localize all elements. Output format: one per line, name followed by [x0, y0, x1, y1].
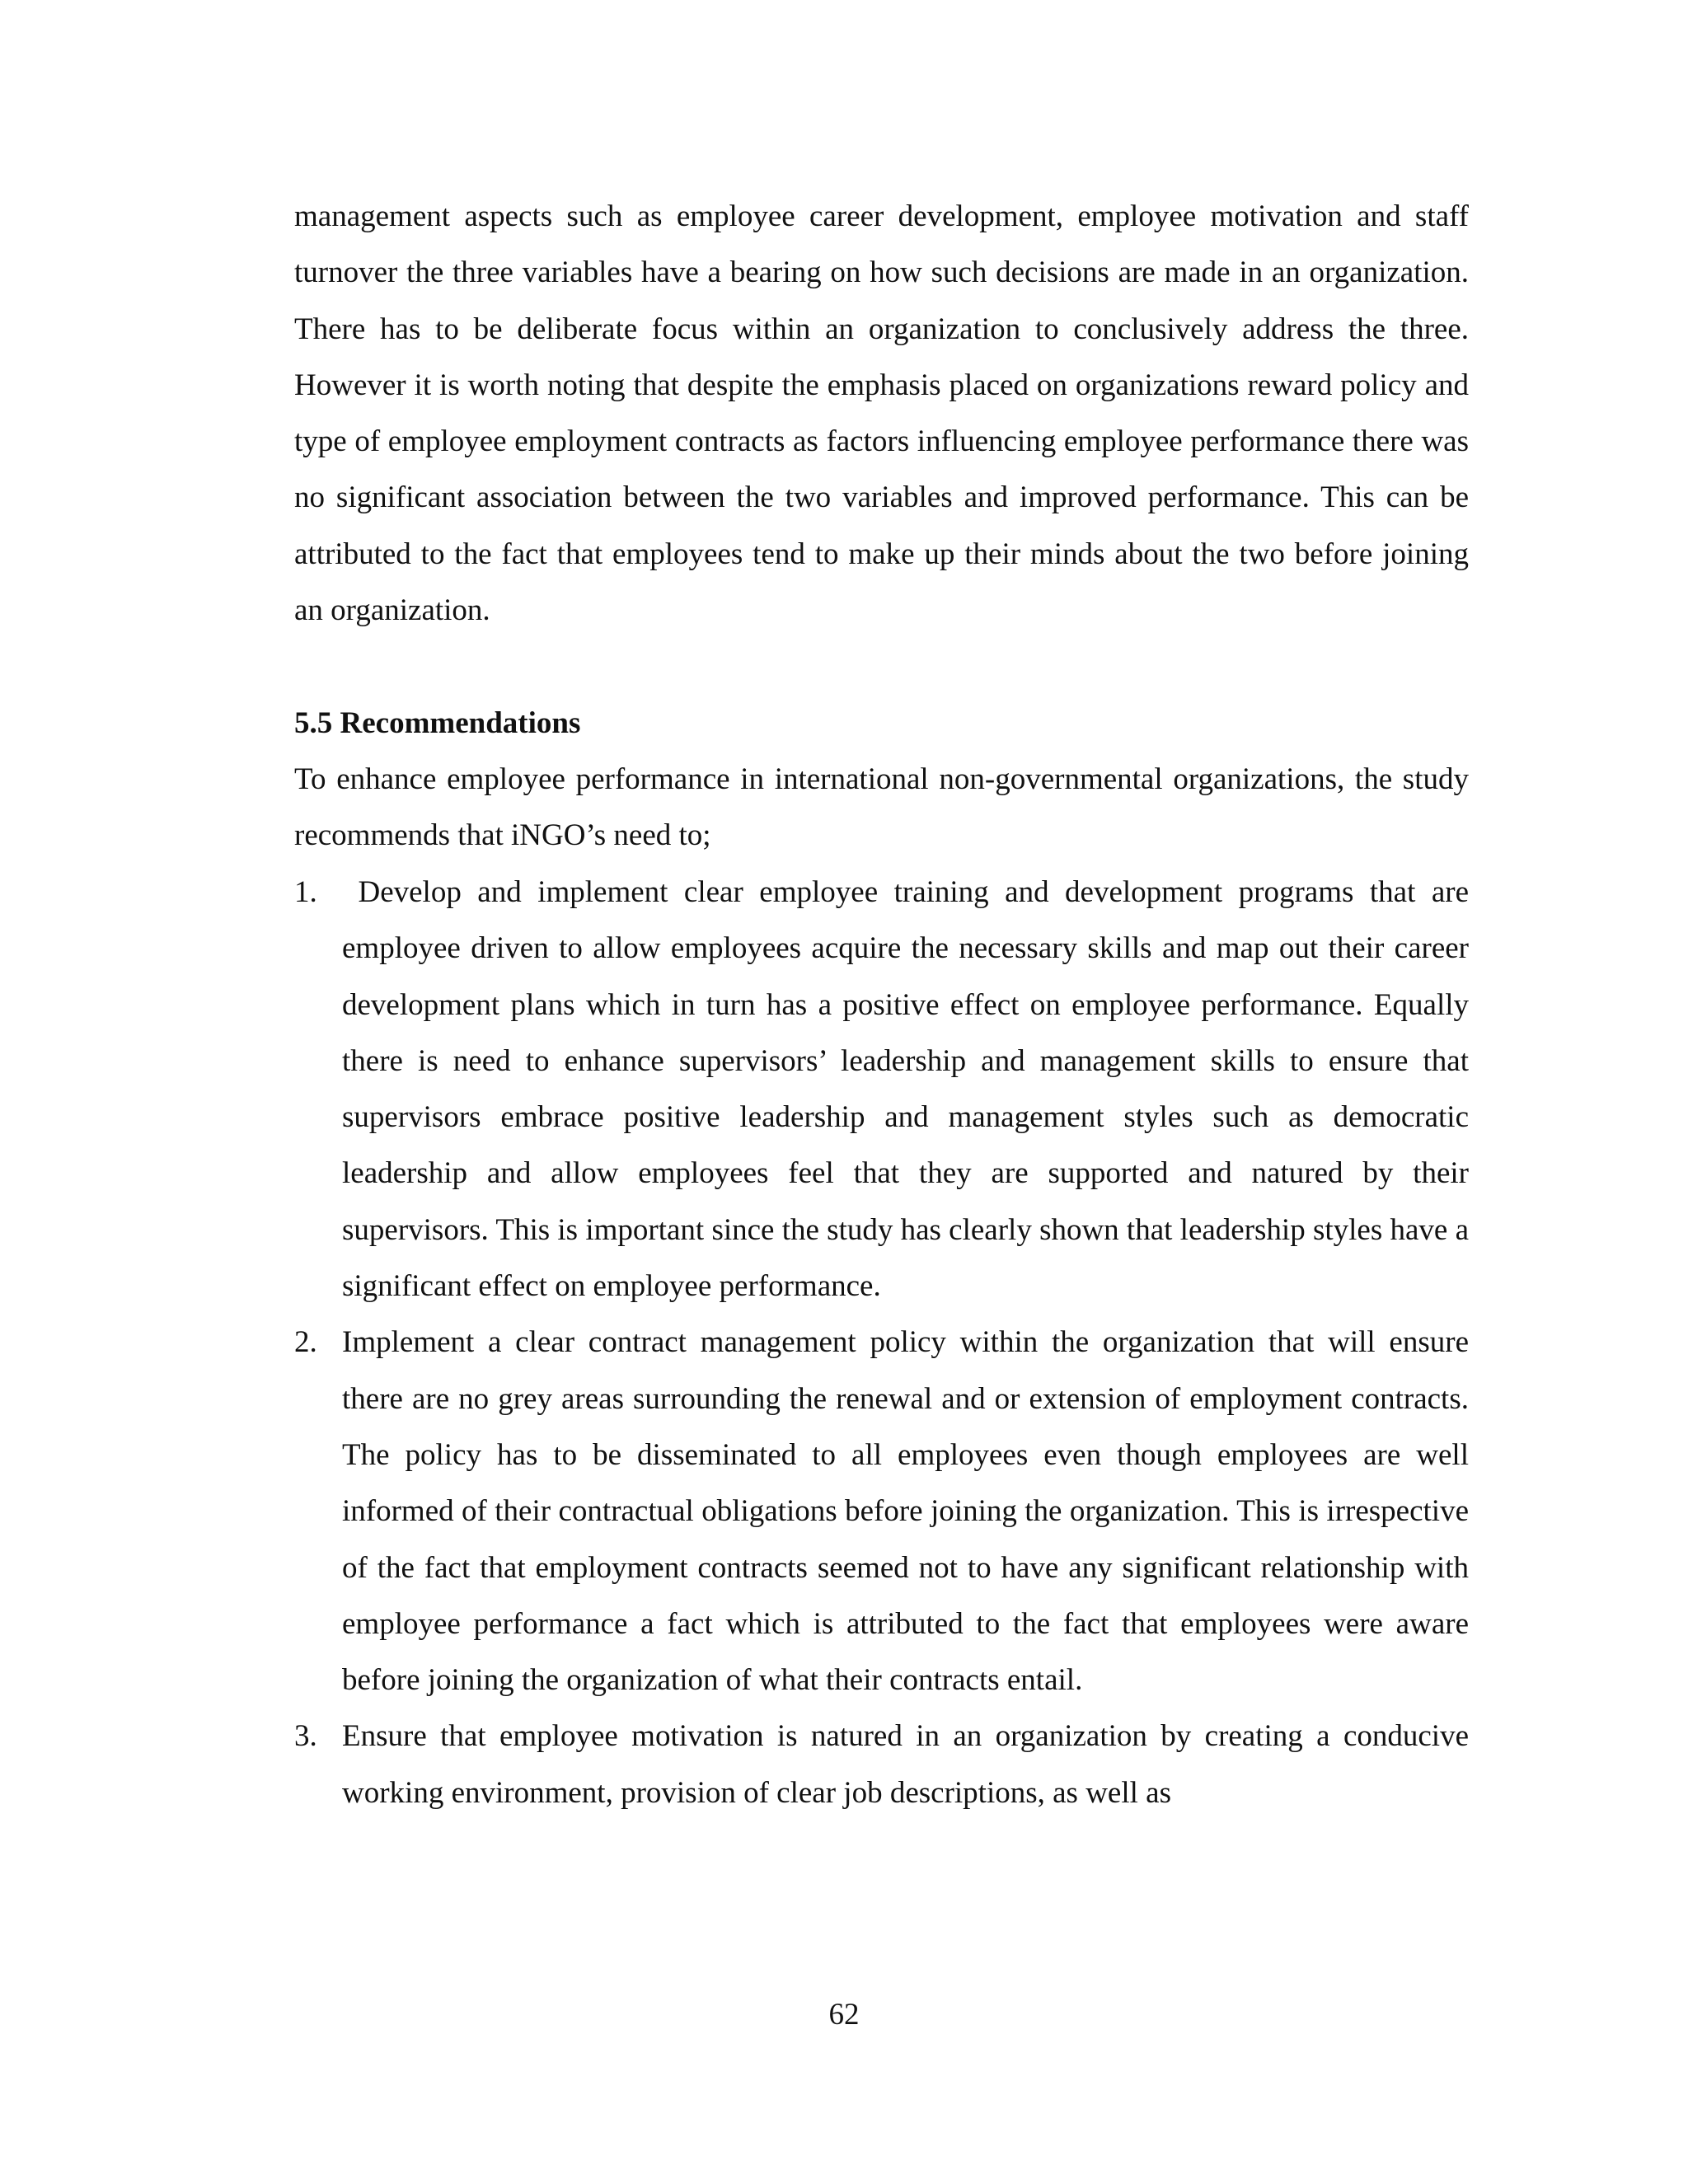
recommendation-number: 1.	[294, 875, 317, 909]
recommendation-number: 3.	[294, 1719, 317, 1754]
intro-paragraph: To enhance employee performance in international non-governmental organizations, the study recommends that iNGO’s need to;	[294, 762, 1469, 853]
page-number: 62	[828, 1998, 860, 2032]
recommendation-number: 2.	[294, 1325, 317, 1360]
opening-paragraph: management aspects such as employee career development, employee motivation and staff turnover the three variables have a bearing on how such decisions are made in an organization. There has to be deliberate focus within an organization to conclusively address the three. However it is worth noting that despite the emphasis placed on organizations reward policy and type of employee employment contracts as factors influencing employee performance there was no significant association between the two variables and improved performance. This can be attributed to the fact that employees tend to make up their minds about the two before joining an organization.	[294, 199, 1469, 628]
recommendation-item-3	[294, 1708, 1469, 1821]
recommendations-list	[294, 865, 1477, 1821]
recommendation-text: Implement a clear contract management policy within the organization that will ensure there are no grey areas surrounding the renewal and or extension of employment contracts. The policy has to be disseminated to all employees even though employees are well informed of their contractual obligations before joining the organization. This is irrespective of the fact that employment contracts seemed not to have any significant relationship with employee performance a fact which is attributed to the fact that employees were aware before joining the organization of what their contracts entail.	[342, 1325, 1469, 1698]
recommendation-text: Develop and implement clear employee training and development programs that are employee driven to allow employees acquire the necessary skills and map out their career development plans which in turn has a positive effect on employee performance. Equally there is need to enhance supervisors’ leadership and management skills to ensure that supervisors embrace positive leadership and management styles such as democratic leadership and allow employees feel that they are supported and natured by their supervisors. This is important since the study has clearly shown that leadership styles have a significant effect on employee performance.	[342, 875, 1477, 1304]
recommendation-item-1	[294, 865, 1477, 1315]
section-heading: 5.5 Recommendations	[294, 706, 581, 740]
recommendation-item-2	[294, 1315, 1469, 1708]
recommendation-text: Ensure that employee motivation is natured in an organization by creating a conducive working environment, provision of clear job descriptions, as well as	[342, 1719, 1469, 1810]
